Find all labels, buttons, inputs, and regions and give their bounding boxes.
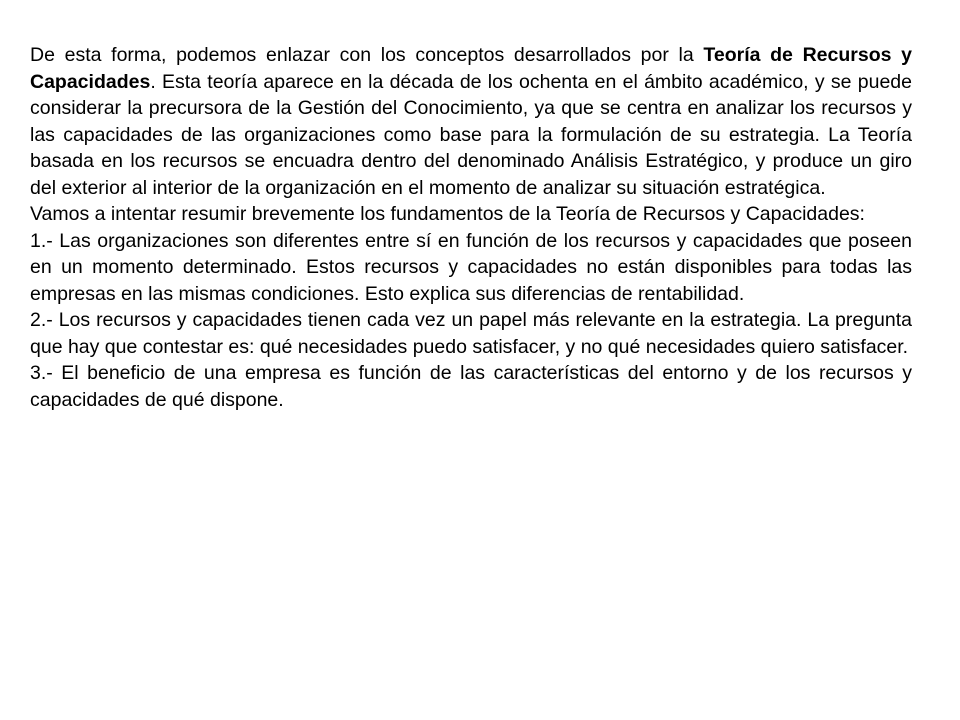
summary-intro-paragraph: Vamos a intentar resumir brevemente los fundamentos de la Teoría de Recursos y Capacidades: — [30, 203, 865, 225]
point-2-paragraph: 2.- Los recursos y capacidades tienen cada vez un papel más relevante en la estrategia. La pregunta que hay que contestar es: qué necesidades puedo satisfacer, y no qué necesidades quiero satisfacer. — [30, 309, 912, 358]
intro-paragraph — [30, 42, 912, 201]
slide-text-body — [30, 42, 912, 413]
intro-text-before-bold: De esta forma, podemos enlazar con los conceptos desarrollados por la — [30, 44, 704, 66]
intro-bold-term: Teoría de Recursos y Capacidades — [30, 44, 912, 93]
point-3-paragraph: 3.- El beneficio de una empresa es función de las características del entorno y de los recursos y capacidades de qué dispone. — [30, 362, 912, 411]
point-1-paragraph: 1.- Las organizaciones son diferentes entre sí en función de los recursos y capacidades que poseen en un momento determinado. Estos recursos y capacidades no están disponibles para todas las empresas en las mismas condiciones. Esto explica sus diferencias de rentabilidad. — [30, 229, 912, 305]
intro-text-after-bold: . Esta teoría aparece en la década de los ochenta en el ámbito académico, y se puede considerar la precursora de la Gestión del Conocimiento, ya que se centra en analizar los recursos y las capacidades de las organizaciones como base para la formulación de su estrategia. La Teoría basada en los recursos se encuadra dentro del denominado Análisis Estratégico, y produce un giro del exterior al interior de la organización en el momento de analizar su situación estratégica. — [30, 70, 912, 199]
